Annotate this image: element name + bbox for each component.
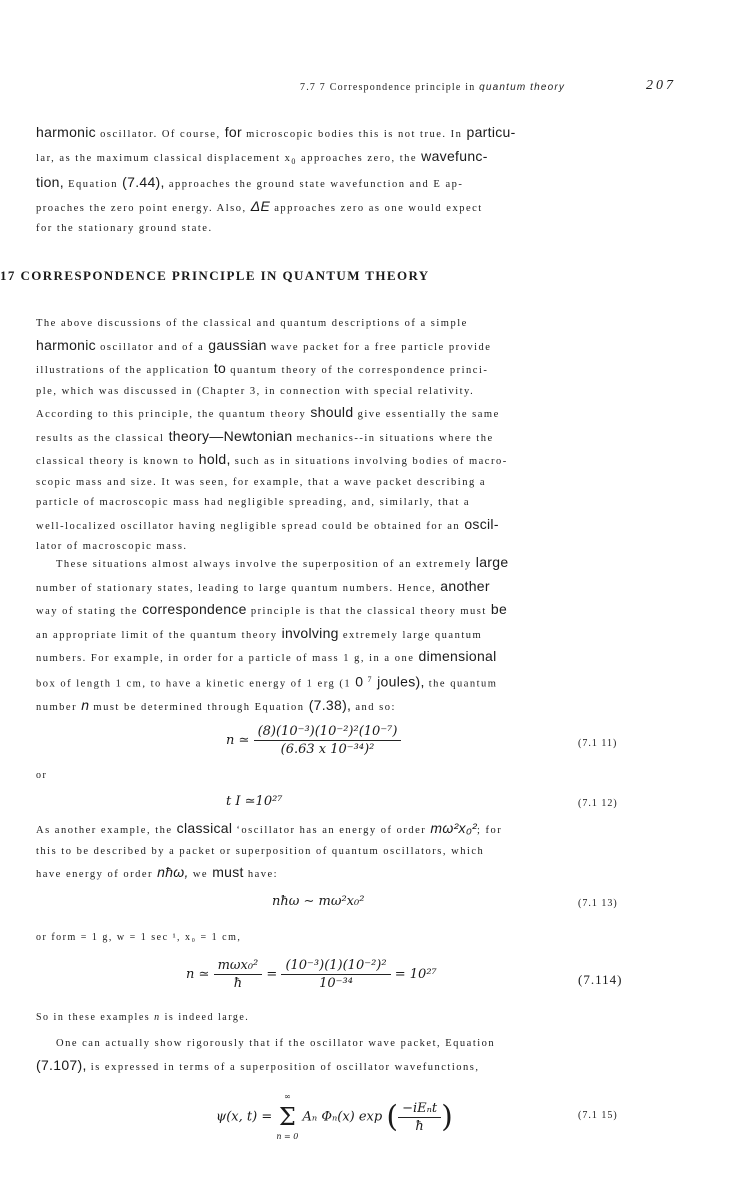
section-heading: 17 CORRESPONDENCE PRINCIPLE IN QUANTUM THEORY (0, 268, 430, 283)
so-line: So in these examples n is indeed large. (36, 1012, 250, 1023)
line: for the stationary ground state. (36, 223, 213, 235)
page-number: 207 (646, 78, 676, 93)
line: results as the classical theory—Newtonian mechanics--in situations where the (36, 427, 494, 444)
line: harmonic oscillator and of a gaussian wave packet for a free particle provide (36, 336, 492, 353)
equation-label: (7.1 13) (578, 898, 618, 909)
line: have energy of order nħω, we must have: (36, 864, 279, 880)
equation-7-111: n ≃ $\frac{\text{(8)(10⁻³)(10⁻²)²(10⁻⁷)}}{\text{(6.63 x 10⁻³⁴)²}}$ (226, 724, 401, 757)
line: way of stating the correspondence principle is that the classical theory must be (36, 601, 508, 617)
paragraph-another-example (36, 818, 622, 886)
line: As another example, the classical ‘oscillator has an energy of order mω²x₀²; for (36, 820, 503, 836)
equation-label: (7.1 15) (578, 1110, 618, 1121)
line: this to be described by a packet or superposition of quantum oscillators, which (36, 845, 485, 857)
line: One can actually show rigorously that if the oscillator wave packet, Equation (56, 1038, 496, 1049)
line: ple, which was discussed in (Chapter 3, in connection with special relativity. (36, 385, 475, 397)
equation-7-115: ψ(x, t) = ∞ Σ n = 0 Aₙ Φₙ(x) exp ( $\frac{\text{−iEₙt}}{ħ}$ ) (216, 1090, 453, 1144)
line: classical theory is known to hold, such as in situations involving bodies of macro- (36, 451, 508, 467)
line: an appropriate limit of the quantum theory involving extremely large quantum (36, 624, 483, 641)
equation-label: (7.1 11) (578, 738, 618, 749)
line: particle of macroscopic mass had negligible spreading, and, similarly, that a (36, 497, 471, 508)
line: proaches the zero point energy. Also, ΔE approaches zero as one would expect (36, 197, 483, 214)
paragraph-intro (36, 122, 622, 240)
line: lator of macroscopic mass. (36, 541, 188, 552)
line: (7.107), is expressed in terms of a superposition of oscillator wavefunctions, (36, 1056, 480, 1073)
line: number of stationary states, leading to large quantum numbers. Hence, another (36, 577, 490, 594)
line: box of length 1 cm, to have a kinetic energy of 1 erg (1 0 $^7$ joules), the quantum (36, 673, 498, 689)
paragraph-situations (36, 552, 622, 718)
line: harmonic oscillator. Of course, for microscopic bodies this is not true. In particu- (36, 124, 516, 140)
parameter-line: or form = 1 g, w = 1 sec ¹, x₀ = 1 cm, (36, 932, 242, 943)
paragraph-rigorous (36, 1034, 622, 1078)
equation-7-114: n ≃ $\frac{\text{mωx₀²}}{ħ}$ = $\frac{\text{(10⁻³)(1)(10⁻²)²}}{\text{10⁻³⁴}}$ = 10²⁷ (186, 958, 437, 991)
equation-label: (7.114) (578, 972, 623, 987)
line: The above discussions of the classical and quantum descriptions of a simple (36, 318, 468, 329)
line: well-localized oscillator having negligible spread could be obtained for an oscil- (36, 515, 499, 532)
line: These situations almost always involve the superposition of an extremely large (56, 554, 509, 570)
line: numbers. For example, in order for a particle of mass 1 g, in a one dimensional (36, 648, 497, 664)
paragraph-correspondence (36, 314, 622, 558)
line: scopic mass and size. It was seen, for example, that a wave packet describing a (36, 476, 486, 488)
equation-7-113: nħω ∼ mω²x₀² (272, 894, 365, 909)
line: number n must be determined through Equation (7.38), and so: (36, 696, 396, 713)
equation-7-112: t I ≃10²⁷ (226, 794, 283, 809)
running-head: 7.7 7 Correspondence principle in quantum theory (300, 82, 566, 93)
equation-label: (7.1 12) (578, 798, 618, 809)
line: lar, as the maximum classical displacement $x_0$ approaches zero, the wavefunc- (36, 147, 488, 166)
line: According to this principle, the quantum theory should give essentially the same (36, 404, 500, 420)
summation: ∞ Σ n = 0 (276, 1092, 299, 1141)
connective-text: or (36, 770, 48, 781)
line: illustrations of the application to quantum theory of the correspondence princi- (36, 360, 489, 376)
line: tion, Equation (7.44), approaches the ground state wavefunction and E ap- (36, 174, 464, 191)
